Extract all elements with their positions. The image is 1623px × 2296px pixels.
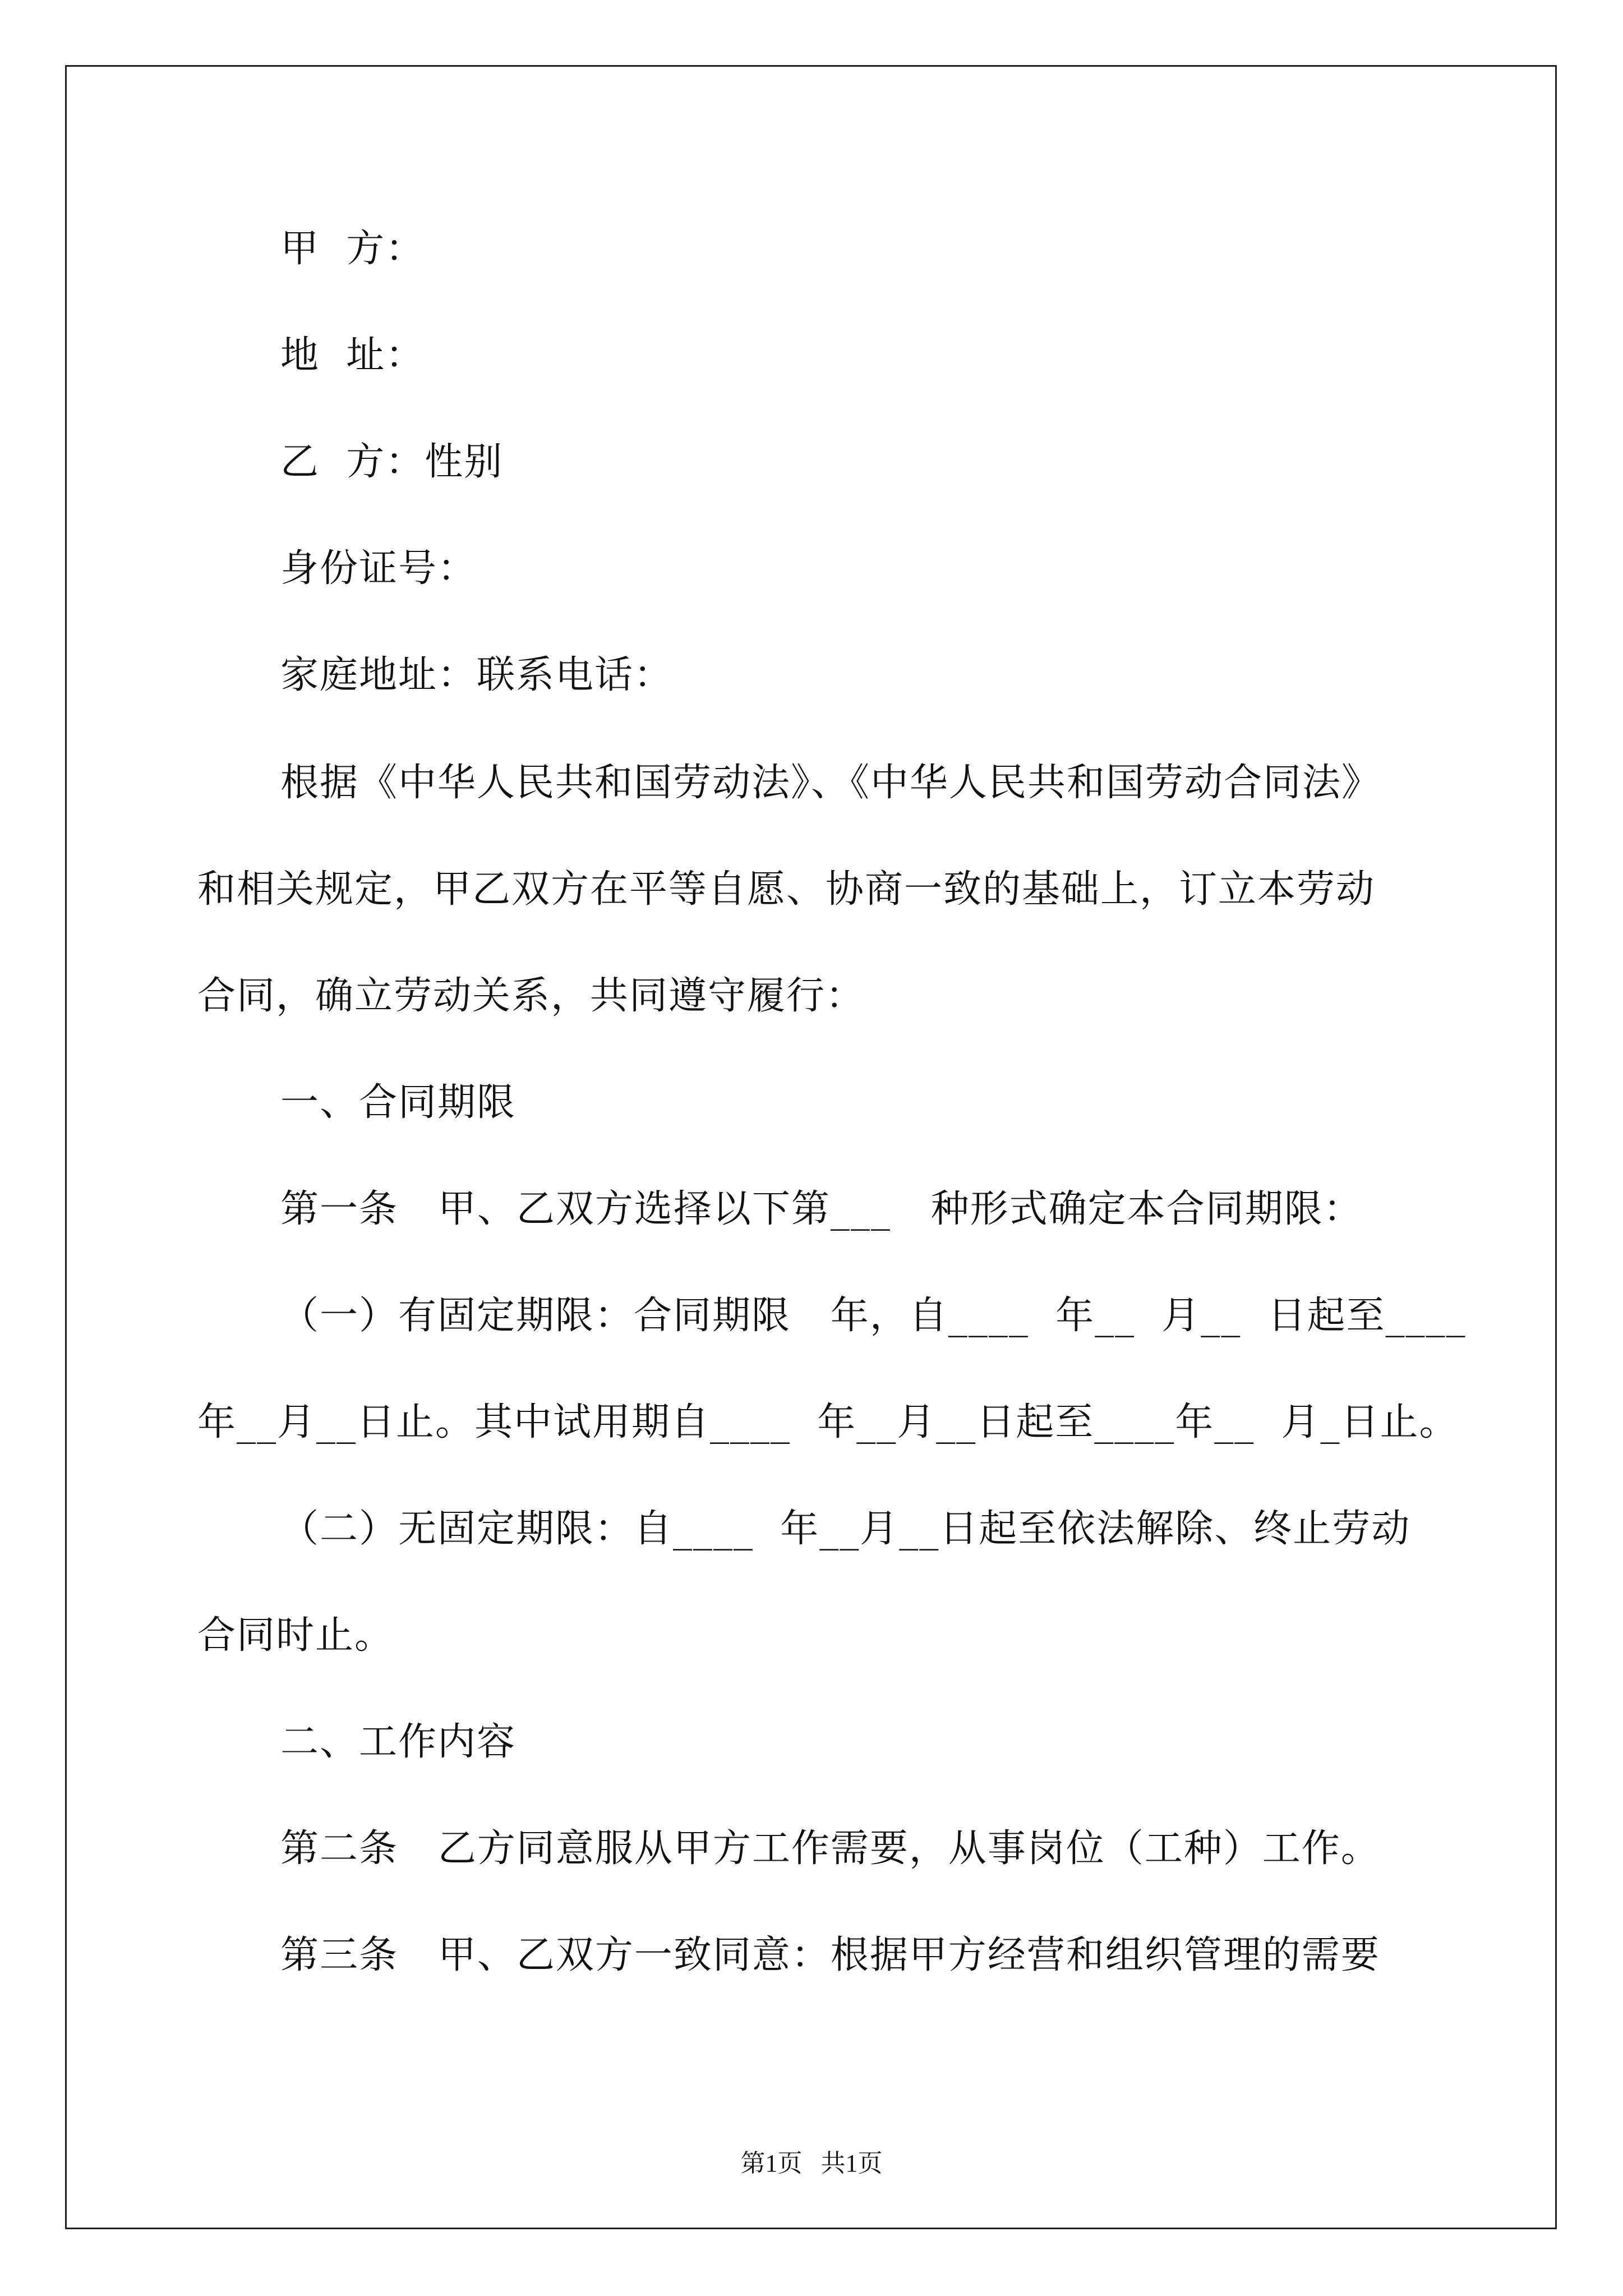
party-b-field: 乙 方：性别 <box>280 440 504 484</box>
preamble-line-1: 根据《中华人民共和国劳动法》、《中华人民共和国劳动合同法》 <box>280 761 1381 805</box>
party-a-field: 甲 方： <box>280 227 425 271</box>
id-number-field: 身份证号： <box>280 546 477 591</box>
article-3: 第三条 甲、乙双方一致同意：根据甲方经营和组织管理的需要 <box>280 1933 1380 1977</box>
page-footer: 第1页 共1页 <box>740 2150 883 2177</box>
article-1: 第一条 甲、乙双方选择以下第___ 种形式确定本合同期限： <box>280 1187 1363 1231</box>
open-term-line-1: （二）无固定期限：自____ 年__月__日起至依法解除、终止劳动 <box>280 1507 1411 1551</box>
section-heading-term: 一、合同期限 <box>280 1080 517 1125</box>
page-border <box>65 65 1557 2229</box>
home-address-field: 家庭地址：联系电话： <box>280 653 674 697</box>
article-2: 第二条 乙方同意服从甲方工作需要，从事岗位（工种）工作。 <box>280 1826 1380 1871</box>
fixed-term-line-2: 年__月__日止。其中试用期自____ 年__月__日起至____年__ 月_日止。 <box>197 1400 1459 1444</box>
address-field: 地 址： <box>280 333 425 378</box>
fixed-term-line-1: （一）有固定期限：合同期限 年，自____ 年__ 月__ 日起至____ <box>280 1294 1467 1338</box>
section-heading-work: 二、工作内容 <box>280 1720 517 1764</box>
open-term-line-2: 合同时止。 <box>197 1613 394 1658</box>
preamble-line-3: 合同，确立劳动关系，共同遵守履行： <box>197 974 865 1018</box>
preamble-line-2: 和相关规定，甲乙双方在平等自愿、协商一致的基础上，订立本劳动 <box>197 867 1376 912</box>
